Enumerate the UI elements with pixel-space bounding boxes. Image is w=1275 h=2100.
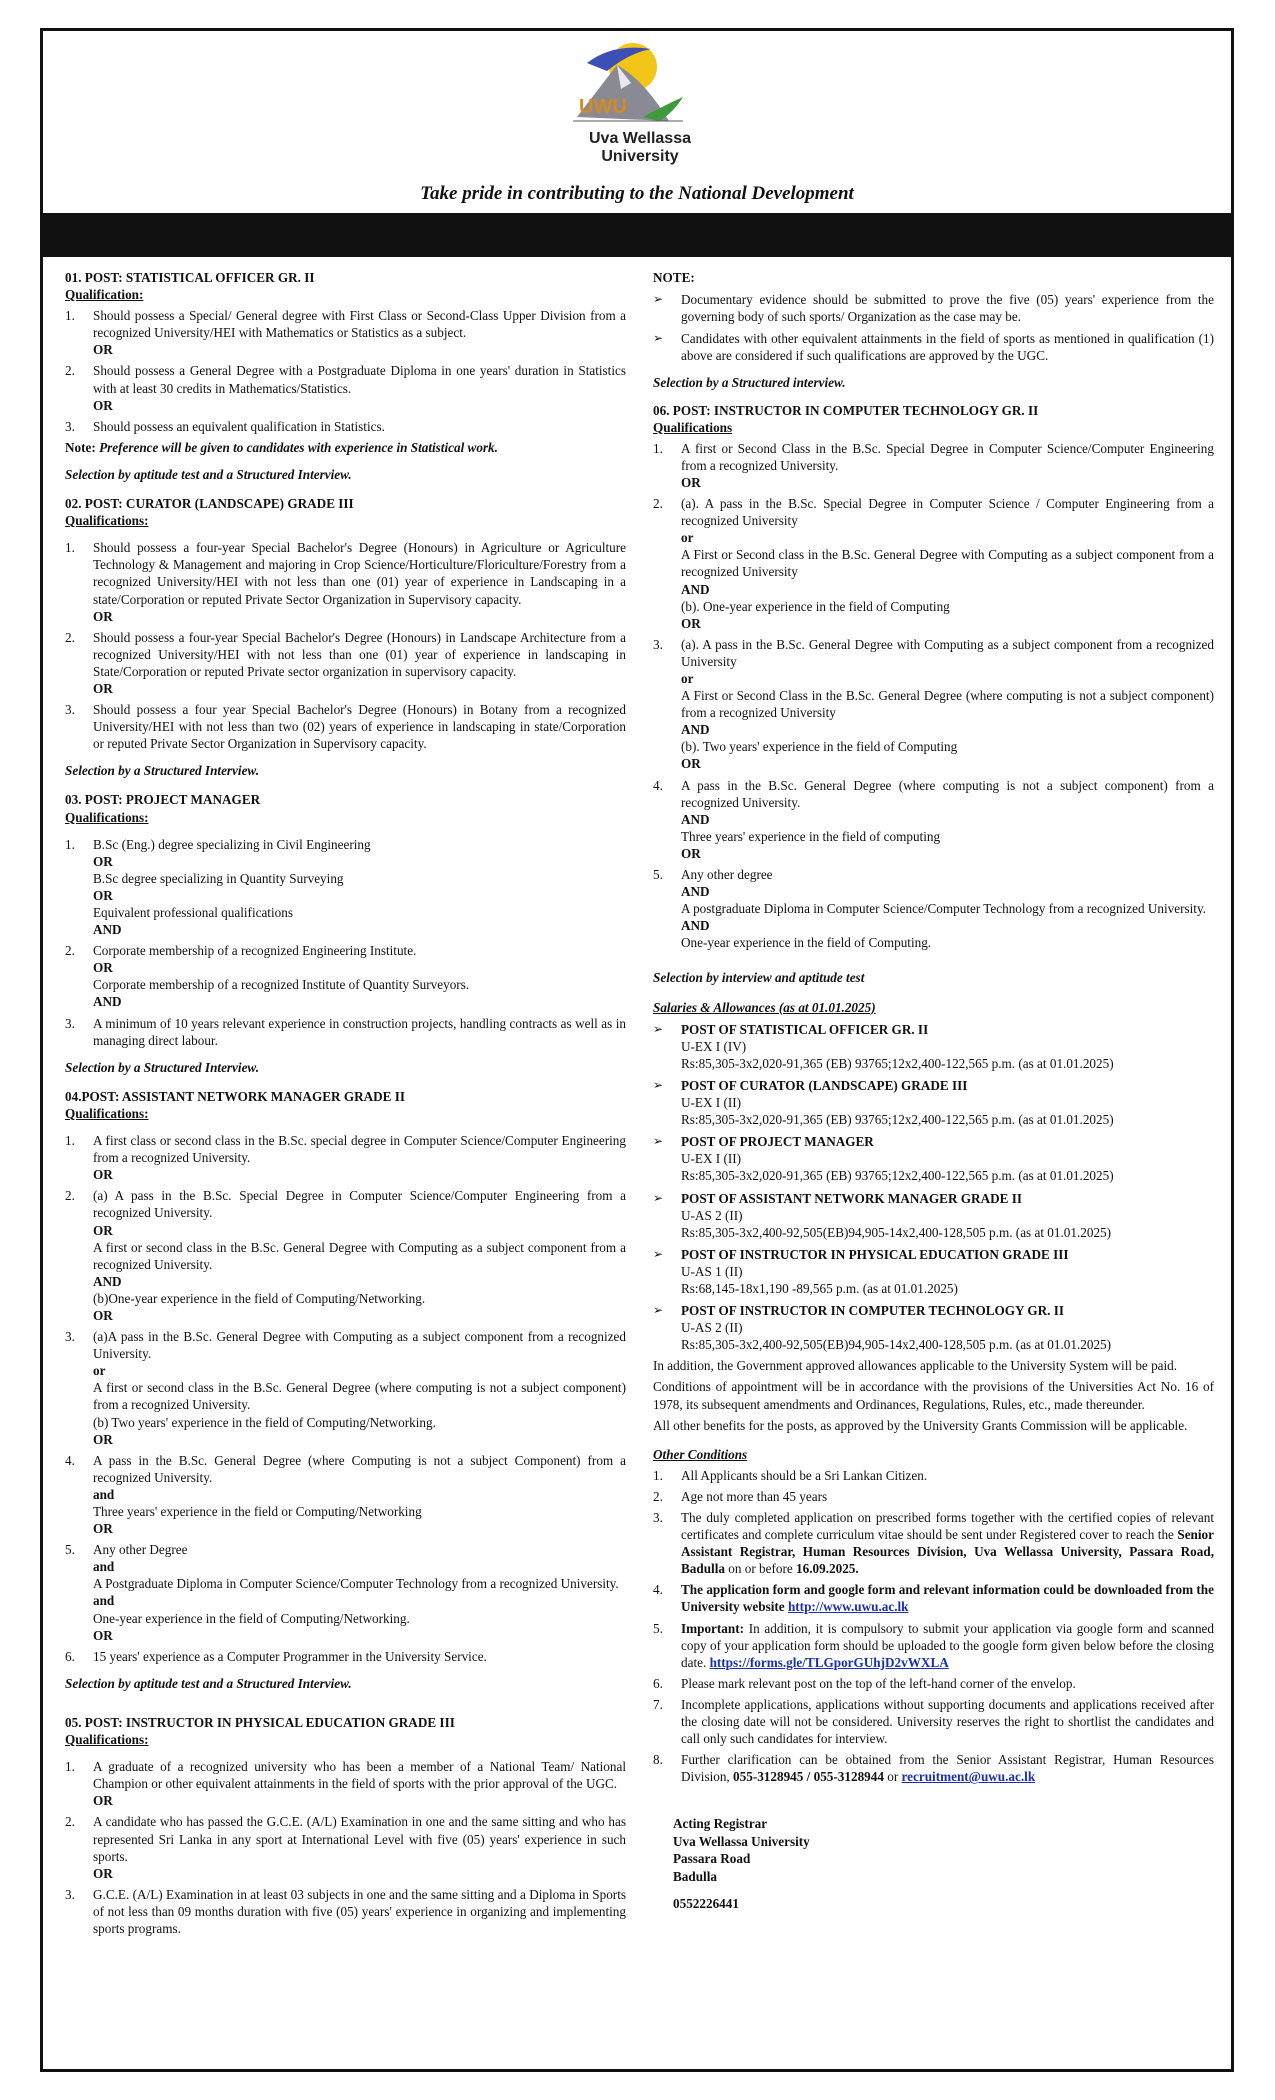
list-item: 1. A graduate of a recognized university who has been a member of a National Team/ National Champion or other equivalent attainments in the field of sports with the prior approval of the UGC. OR xyxy=(65,1759,626,1809)
list-item: 6. 15 years' experience as a Computer Programmer in the University Service. xyxy=(65,1648,487,1664)
salary-item: ➢ POST OF INSTRUCTOR IN COMPUTER TECHNOLOGY GR. II U-AS 2 (II) Rs:85,305-3x2,400-92,505(EB)94,905-14x2,400-128,505 p.m. (as at 01.01.2025) xyxy=(653,1303,1112,1353)
other-conditions-heading: Other Conditions xyxy=(653,1446,748,1462)
list-item: 2. Corporate membership of a recognized Engineering Institute. OR Corporate membership of a recognized Institute of Quantity Surveyors. AND xyxy=(65,943,470,1010)
qualification-heading: Qualifications: xyxy=(65,1732,149,1748)
list-item: 1. A first class or second class in the B.Sc. special degree in Computer Science/Computer Engineering from a recognized University. OR xyxy=(65,1133,626,1183)
arrow-bullet-icon: ➢ xyxy=(653,1246,664,1261)
arrow-bullet-icon: ➢ xyxy=(653,292,664,307)
qualification-heading: Qualifications: xyxy=(65,809,149,825)
list-item: 5. Any other degree AND A postgraduate Diploma in Computer Science/Computer Technology from a recognized University. AND One-year experience in the field of Computing. xyxy=(653,867,1206,951)
list-item: 2. Age not more than 45 years xyxy=(653,1488,828,1504)
logo-emblem-icon xyxy=(573,39,707,179)
salary-item: ➢ POST OF CURATOR (LANDSCAPE) GRADE III U-EX I (II) Rs:85,305-3x2,020-91,365 (EB) 93765;12x2,400-122,565 p.m. (as at 01.01.2025) xyxy=(653,1077,1114,1128)
list-item: 5. Important: In addition, it is compulsory to submit your application via google form and scanned copy of your application form should be uploaded to the google form given below before the closing date. https://forms.gle/TLGporGUhjD2vWXLA xyxy=(653,1620,1214,1670)
selection-text: Selection by a Structured Interview. xyxy=(65,1059,260,1075)
list-item: 4. A pass in the B.Sc. General Degree (where computing is not a subject component) from a recognized University. AND Three years' experience in the field of computing OR xyxy=(653,777,1214,861)
selection-text: Selection by a Structured Interview. xyxy=(65,763,260,779)
list-item: 4. A pass in the B.Sc. General Degree (where Computing is not a subject Component) from a recognized University. and Three years' experience in the field or Computing/Networking OR xyxy=(65,1452,626,1537)
list-item: 3. (a)A pass in the B.Sc. General Degree with Computing as a subject component from a recognized University. or A first or second class in the B.Sc. General Degree (where computing is not a subject component) from a recognized University. (b) Two years' experience in the field of Computing/Networking. OR xyxy=(65,1329,626,1447)
qualification-heading: Qualifications xyxy=(653,419,733,435)
list-item: 2. Should possess a General Degree with a Postgraduate Diploma in one years' duration in Statistics with at least 30 credits in Mathematics/Statistics. OR xyxy=(65,363,626,413)
qualification-heading: Qualification: xyxy=(65,287,144,303)
post-03-section xyxy=(65,791,626,1075)
recruitment-email-link[interactable]: recruitment@uwu.ac.lk xyxy=(901,1769,1036,1785)
post-05-section xyxy=(65,1714,626,1937)
qualification-heading: Qualifications: xyxy=(65,513,149,529)
post-01-section xyxy=(65,269,626,483)
conditions-text: Conditions of appointment will be in accordance with the provisions of the Universities Act No. 16 of 1978, its subsequent amendments and Ordinances, Regulations, Rules, etc., made thereunder. xyxy=(653,1379,1214,1412)
logo-mark: UWU xyxy=(579,96,627,118)
note-bullet: ➢ Documentary evidence should be submitted to prove the five (05) years' experience from the governing body of such sports/ Organization as the case may be. xyxy=(653,292,1214,325)
salary-item: ➢ POST OF PROJECT MANAGER U-EX I (II) Rs:85,305-3x2,020-91,365 (EB) 93765;12x2,400-122,565 p.m. (as at 01.01.2025) xyxy=(653,1134,1114,1184)
selection-text: Selection by aptitude test and a Structured Interview. xyxy=(65,1675,352,1691)
salaries-heading: Salaries & Allowances (as at 01.01.2025) xyxy=(653,999,876,1015)
slogan: Take pride in contributing to the National Development xyxy=(420,183,854,204)
note-heading: NOTE: xyxy=(653,270,695,285)
post-title: 06. POST: INSTRUCTOR IN COMPUTER TECHNOLOGY GR. II xyxy=(653,402,1039,418)
benefits-text: All other benefits for the posts, as approved by the University Grants Commission will be applicable. xyxy=(653,1417,1188,1433)
salary-item: ➢ POST OF ASSISTANT NETWORK MANAGER GRADE II U-AS 2 (II) Rs:85,305-3x2,400-92,505(EB)94,905-14x2,400-128,505 p.m. (as at 01.01.2025) xyxy=(653,1190,1112,1240)
list-item: 3. Should possess an equivalent qualification in Statistics. xyxy=(65,418,385,434)
list-item: 1. Should possess a Special/ General degree with First Class or Second-Class Upper Division from a recognized University/HEI with Mathematics or Statistics as a subject. OR xyxy=(65,308,626,358)
arrow-bullet-icon: ➢ xyxy=(653,1303,664,1318)
google-form-link[interactable]: https://forms.gle/TLGporGUhjD2vWXLA xyxy=(709,1654,949,1670)
post-title: 03. POST: PROJECT MANAGER xyxy=(65,792,261,808)
list-item: 3. A minimum of 10 years relevant experience in construction projects, handling contracts as well as in managing direct labour. xyxy=(65,1015,626,1048)
list-item: 3. The duly completed application on prescribed forms together with the certified copies of relevant certificates and complete curriculum vitae should be sent under Registered cover to reach the Senior Assistant Registrar, Human Resources Division, Uva Wellassa University, Passara Road, Badulla on or before 16.09.2025. xyxy=(653,1510,1214,1577)
contact-phone: 0552226441 xyxy=(673,1896,739,1912)
allowances-text: In addition, the Government approved allowances applicable to the University System will be paid. xyxy=(653,1358,1178,1374)
list-item: 1. Should possess a four-year Special Bachelor's Degree (Honours) in Agriculture or Agriculture Technology & Management and majoring in Crop Science/Horticulture/Floriculture/Forestry from a recognized University/HEI with not less than one (01) year of experience in Landscaping in a state/Corporation or reputed Private Sector Organization in Supervisory capacity. OR xyxy=(65,540,626,624)
header-black-bar xyxy=(43,213,1231,257)
qualification-heading: Qualifications: xyxy=(65,1105,149,1121)
signature-block: Acting Registrar Uva Wellassa University Passara Road Badulla 0552226441 xyxy=(673,1815,1214,1913)
arrow-bullet-icon: ➢ xyxy=(653,1190,664,1205)
arrow-bullet-icon: ➢ xyxy=(653,1077,664,1092)
arrow-bullet-icon: ➢ xyxy=(653,331,664,346)
salaries-section xyxy=(653,999,1214,1434)
left-column xyxy=(65,269,626,1949)
arrow-bullet-icon: ➢ xyxy=(653,1134,664,1149)
post-title: 02. POST: CURATOR (LANDSCAPE) GRADE III xyxy=(65,496,354,512)
list-item: 6. Please mark relevant post on the top of the left-hand corner of the envelop. xyxy=(653,1675,1076,1691)
other-conditions-section xyxy=(653,1446,1214,1786)
list-item: 3. G.C.E. (A/L) Examination in at least 03 subjects in one and the same sitting and a Diploma in Sports of not less than 09 months duration with five (05) years' experience in organizing and implementing sports programs. xyxy=(65,1886,626,1936)
note-bullet: ➢ Candidates with other equivalent attainments in the field of sports as mentioned in qualification (1) above are considered if such qualifications are approved by the UGC. xyxy=(653,331,1214,364)
list-item: 1. A first or Second Class in the B.Sc. Special Degree in Computer Science/Computer Engineering from a recognized University. OR xyxy=(653,440,1214,490)
post-02-section xyxy=(65,495,626,779)
list-item: 1. All Applicants should be a Sri Lankan Citizen. xyxy=(653,1467,928,1483)
list-item: 5. Any other Degree and A Postgraduate Diploma in Computer Science/Computer Technology from a recognized University. and One-year experience in the field of Computing/Networking. OR xyxy=(65,1542,619,1643)
selection-text: Selection by a Structured interview. xyxy=(653,375,846,391)
list-item: 4. The application form and google form and relevant information could be downloaded from the University website http://www.uwu.ac.lk xyxy=(653,1582,1214,1615)
post-06-section xyxy=(653,402,1214,987)
post-04-section xyxy=(65,1088,626,1692)
right-column xyxy=(653,269,1214,1913)
list-item: 7. Incomplete applications, applications without supporting documents and applications received after the closing date will not be considered. University reserves the right to shortlist the candidates and call only such candidates for interview. xyxy=(653,1696,1214,1747)
arrow-bullet-icon: ➢ xyxy=(653,1021,664,1036)
university-website-link[interactable]: http://www.uwu.ac.lk xyxy=(787,1599,909,1615)
post-title: 01. POST: STATISTICAL OFFICER GR. II xyxy=(65,270,315,285)
list-item: 2. Should possess a four-year Special Bachelor's Degree (Honours) in Landscape Architecture from a recognized University/HEI with not less than one (01) year of experience in landscaping in State/Corporation or reputed Private sector organization in supervisory capacity. OR xyxy=(65,629,626,696)
selection-text: Selection by interview and aptitude test xyxy=(653,970,865,986)
post-title: 04.POST: ASSISTANT NETWORK MANAGER GRADE II xyxy=(65,1088,406,1104)
list-item: 3. Should possess a four year Special Bachelor's Degree (Honours) in Botany from a recognized University/HEI with not less than two (02) years of experience in landscaping in state/Corporation or reputed Private Sector Organization in Supervisory capacity. xyxy=(65,702,626,752)
list-item: 2. (a). A pass in the B.Sc. Special Degree in Computer Science / Computer Engineering from a recognized University or A First or Second class in the B.Sc. General Degree with Computing as a subject component from a recognized University AND (b). One-year experience in the field of Computing OR xyxy=(653,496,1214,631)
note: Note: Preference will be given to candidates with experience in Statistical work. xyxy=(65,439,498,455)
advertisement-page xyxy=(40,28,1234,2072)
selection-text: Selection by aptitude test and a Structured Interview. xyxy=(65,466,352,482)
post-title: 05. POST: INSTRUCTOR IN PHYSICAL EDUCATION GRADE III xyxy=(65,1714,455,1730)
salary-item: ➢ POST OF INSTRUCTOR IN PHYSICAL EDUCATION GRADE III U-AS 1 (II) Rs:68,145-18x1,190 -89,565 p.m. (as at 01.01.2025) xyxy=(653,1246,1069,1296)
list-item: 1. B.Sc (Eng.) degree specializing in Civil Engineering OR B.Sc degree specializing in Quantity Surveying OR Equivalent professional qualifications AND xyxy=(65,836,371,938)
logo-name-line2: University xyxy=(601,148,679,165)
list-item: 2. (a) A pass in the B.Sc. Special Degree in Computer Science/Computer Engineering from a recognized University. OR A first or second class in the B.Sc. General Degree with Computing as a subject component from a recognized University. AND (b)One-year experience in the field of Computing/Networking. OR xyxy=(65,1188,626,1323)
logo-name-line1: Uva Wellassa xyxy=(589,130,691,147)
list-item: 2. A candidate who has passed the G.C.E. (A/L) Examination in one and the same sitting and who has represented Sri Lanka in any sport at International Level with five (05) years' experience in such sports. OR xyxy=(65,1814,626,1881)
university-logo xyxy=(573,39,707,179)
list-item: 3. (a). A pass in the B.Sc. General Degree with Computing as a subject component from a recognized University or A First or Second Class in the B.Sc. General Degree (where computing is not a subject component) from a recognized University AND (b). Two years' experience in the field of Computing OR xyxy=(653,636,1214,772)
salary-item: ➢ POST OF STATISTICAL OFFICER GR. II U-EX I (IV) Rs:85,305-3x2,020-91,365 (EB) 93765;12x2,400-122,565 p.m. (as at 01.01.2025) xyxy=(653,1021,1114,1071)
list-item: 8. Further clarification can be obtained from the Senior Assistant Registrar, Human Resources Division, 055-3128945 / 055-3128944 or recruitment@uwu.ac.lk xyxy=(653,1752,1214,1785)
